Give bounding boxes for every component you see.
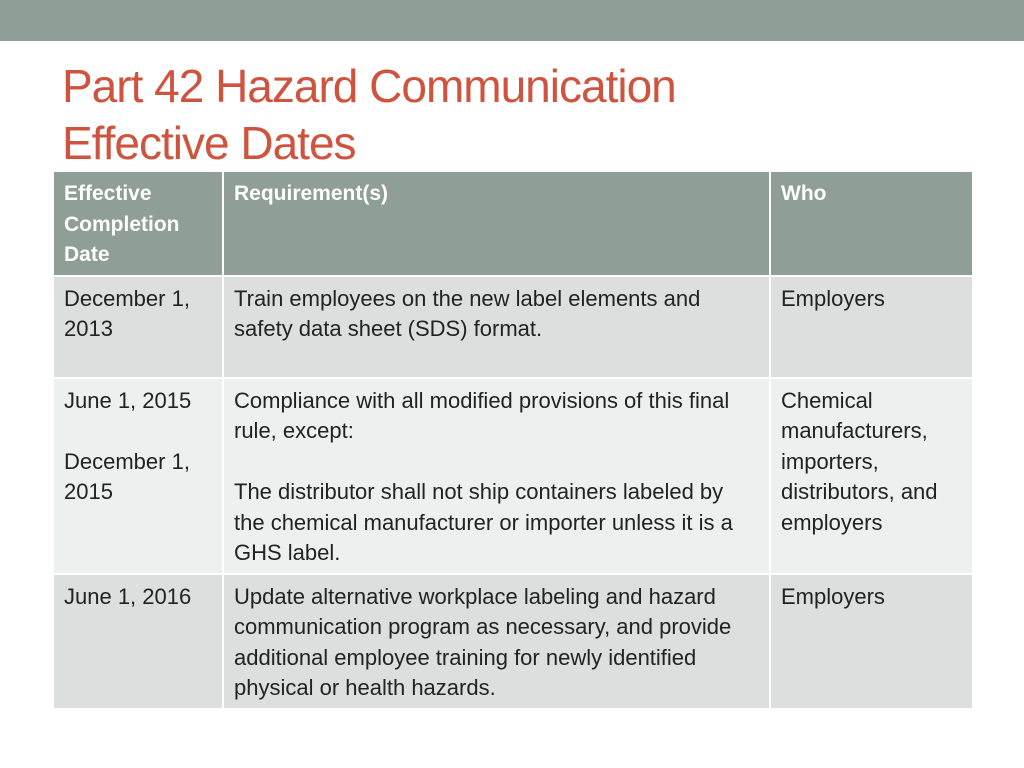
cell-date: June 1, 2016	[53, 574, 223, 709]
date-december-2015: December 1, 2015	[64, 448, 190, 504]
header-effective-date: Effective Completion Date	[53, 171, 223, 276]
line-gap	[64, 416, 212, 447]
header-who: Who	[770, 171, 973, 276]
slide-title-line-1: Part 42 Hazard Communication	[62, 60, 676, 112]
line-gap	[234, 447, 759, 478]
cell-who: Employers	[770, 276, 973, 378]
header-requirements: Requirement(s)	[223, 171, 770, 276]
table-row	[53, 276, 973, 378]
date-june-2015: June 1, 2015	[64, 387, 192, 413]
cell-requirement: Train employees on the new label elements and safety data sheet (SDS) format.	[223, 276, 770, 378]
requirement-compliance: Compliance with all modified provisions of this final rule, except:	[234, 387, 730, 443]
cell-who: Employers	[770, 574, 973, 709]
cell-date: December 1, 2013	[53, 276, 223, 378]
table-header-row	[53, 171, 973, 276]
cell-date	[53, 378, 223, 574]
cell-requirement	[223, 378, 770, 574]
table-row	[53, 574, 973, 709]
requirement-distributor: The distributor shall not ship containers labeled by the chemical manufacturer or importer unless it is a GHS label.	[234, 479, 733, 565]
slide-title-line-2: Effective Dates	[62, 117, 356, 169]
effective-dates-table	[52, 170, 974, 710]
top-accent-band	[0, 0, 1024, 41]
cell-requirement: Update alternative workplace labeling and hazard communication program as necessary, and provide additional employee training for newly identified physical or health hazards.	[223, 574, 770, 709]
cell-who: Chemical manufacturers, importers, distributors, and employers	[770, 378, 973, 574]
slide-title	[62, 58, 962, 172]
table-row	[53, 378, 973, 574]
